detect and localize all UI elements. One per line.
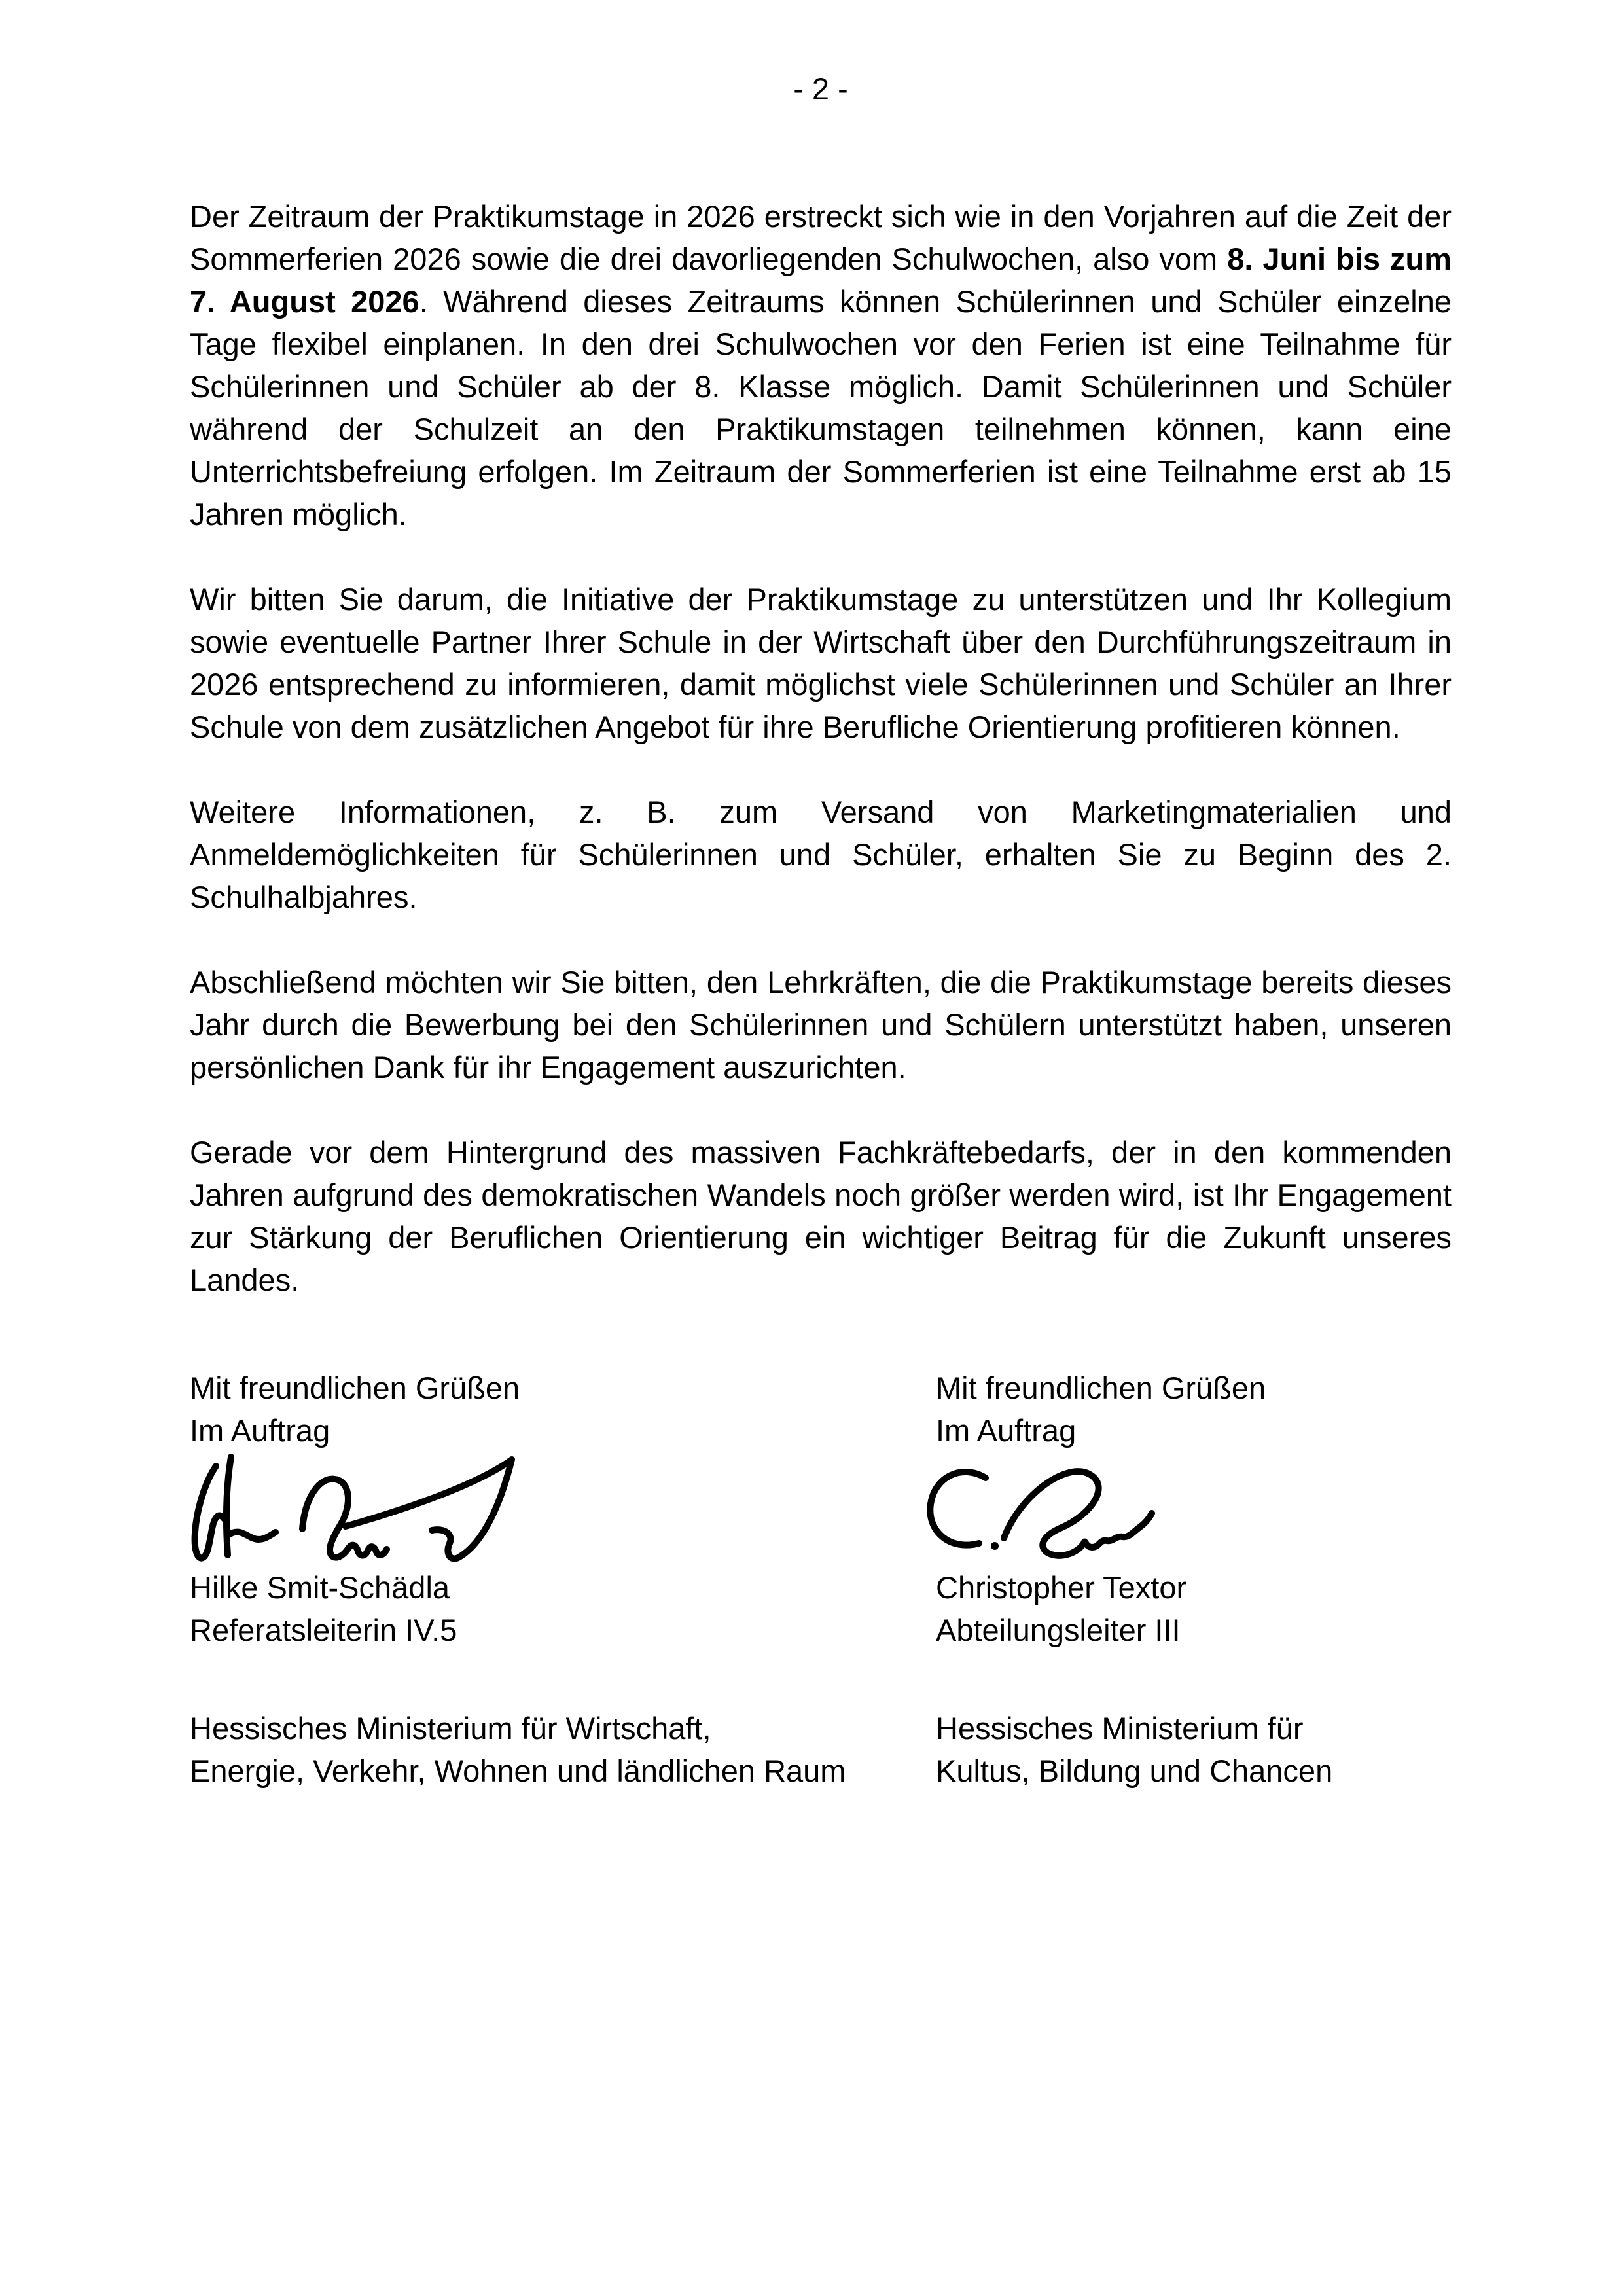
ministry-left [190, 1707, 936, 1792]
on-behalf-right: Im Auftrag [936, 1413, 1077, 1448]
signer-name-right: Christopher Textor [936, 1570, 1187, 1605]
paragraph-timeframe-date-range: 8. Juni bis zum 7. August 2026 [190, 242, 1452, 319]
signer-role-left: Referatsleiterin IV.5 [190, 1613, 457, 1647]
signature-image-left [190, 1452, 517, 1564]
paragraph-support-request: Wir bitten Sie darum, die Initiative der Praktikumstage zu unterstützen und Ihr Kollegium sowie eventuelle Partner Ihrer Schule in der Wirtschaft über den Durchführungszeitraum in 2026 entsprechend zu informieren, damit möglichst viele Schülerinnen und Schüler an Ihrer Schule von dem zusätzlichen Angebot für ihre Berufliche Orientierung profitieren können. [190, 582, 1452, 744]
ministry-left-line2: Energie, Verkehr, Wohnen und ländlichen Raum [190, 1753, 846, 1788]
ministry-right-line2: Kultus, Bildung und Chancen [936, 1753, 1333, 1788]
paragraph-skilled-workers: Gerade vor dem Hintergrund des massiven Fachkräftebedarfs, der in den kommenden Jahren aufgrund des demokratischen Wandels noch größer werden wird, ist Ihr Engagement zur Stärkung der Beruflichen Orientierung ein wichtiger Beitrag für die Zukunft unseres Landes. [190, 1135, 1452, 1297]
on-behalf-left: Im Auftrag [190, 1413, 330, 1448]
handwritten-signature-right [936, 1452, 1452, 1566]
paragraph-thanks: Abschließend möchten wir Sie bitten, den Lehrkräften, die die Praktikumstage bereits dieses Jahr durch die Bewerbung bei den Schülerinnen und Schülern unterstützt haben, unseren persönlichen Dank für ihr Engagement auszurichten. [190, 965, 1452, 1085]
ministry-right-line1: Hessisches Ministerium für [936, 1711, 1304, 1746]
signature-section [190, 1367, 1452, 1792]
ministry-left-line1: Hessisches Ministerium für Wirtschaft, [190, 1711, 711, 1746]
paragraph-further-information: Weitere Informationen, z. B. zum Versand von Marketingmaterialien und Anmeldemöglichkeiten für Schülerinnen und Schüler, erhalten Sie zu Beginn des 2. Schulhalbjahres. [190, 795, 1452, 914]
signature-image-right [921, 1460, 1177, 1559]
closing-left: Mit freundlichen Grüßen [190, 1371, 520, 1405]
signature-block-right [936, 1367, 1452, 1792]
letter-body [190, 195, 1452, 1301]
page-number: - 2 - [793, 71, 848, 106]
signer-name-left: Hilke Smit-Schädla [190, 1570, 450, 1605]
paragraph-timeframe [190, 195, 1452, 535]
handwritten-signature-left [190, 1452, 936, 1566]
signature-block-left [190, 1367, 936, 1792]
closing-right: Mit freundlichen Grüßen [936, 1371, 1266, 1405]
paragraph-timeframe-after-bold: . Während dieses Zeitraums können Schülerinnen und Schüler einzelne Tage flexibel einplanen. In den drei Schulwochen vor den Ferien ist eine Teilnahme für Schülerinnen und Schüler ab der 8. Klasse möglich. Damit Schülerinnen und Schüler während der Schulzeit an den Praktikumstagen teilnehmen können, kann eine Unterrichtsbefreiung erfolgen. Im Zeitraum der Sommerferien ist eine Teilnahme erst ab 15 Jahren möglich. [190, 284, 1452, 531]
paragraph-timeframe-before-bold: Der Zeitraum der Praktikumstage in 2026 erstreckt sich wie in den Vorjahren auf die Zeit der Sommerferien 2026 sowie die drei davorliegenden Schulwochen, also vom [190, 199, 1452, 276]
ministry-right [936, 1707, 1452, 1792]
signer-role-right: Abteilungsleiter III [936, 1613, 1181, 1647]
